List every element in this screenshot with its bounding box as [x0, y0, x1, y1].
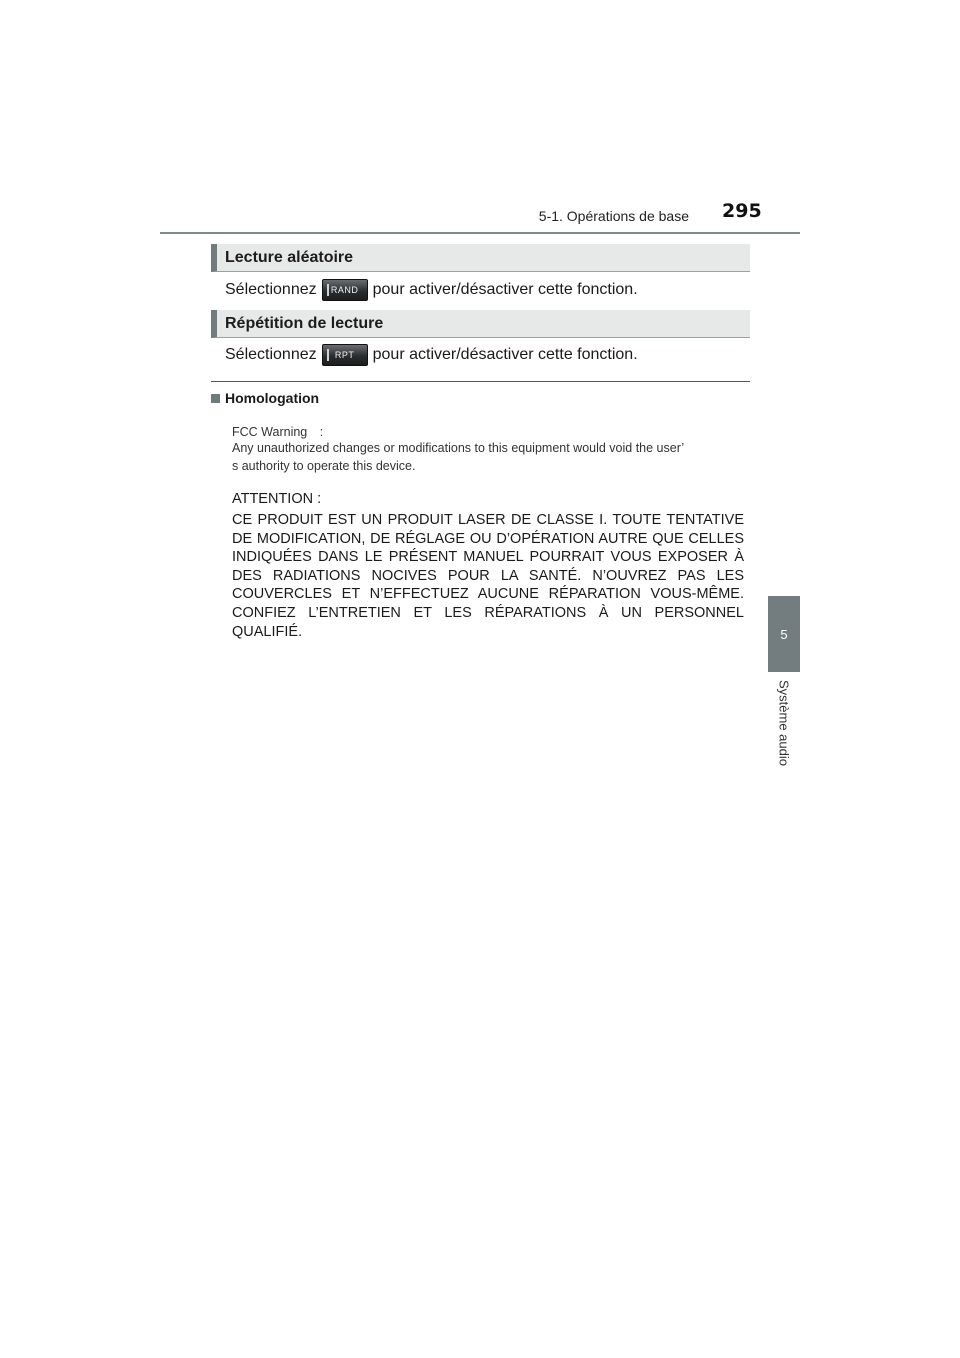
instruction-text-before: Sélectionnez	[225, 346, 317, 363]
rand-button-image	[322, 279, 368, 301]
header-rule	[160, 232, 800, 234]
rpt-button-image	[322, 344, 368, 366]
instruction-text-after: pour activer/désactiver cette fonction.	[372, 346, 638, 363]
instruction-random	[225, 278, 765, 302]
section-heading-random: Lecture aléatoire	[211, 244, 750, 272]
chapter-number: 5	[780, 626, 788, 642]
instruction-text-after: pour activer/désactiver cette fonction.	[372, 281, 638, 298]
attention-title: ATTENTION :	[232, 491, 322, 507]
homologation-heading	[211, 388, 319, 408]
square-bullet-icon	[211, 394, 220, 403]
section-divider	[211, 381, 750, 382]
chapter-tab	[768, 596, 800, 672]
instruction-text-before: Sélectionnez	[225, 281, 317, 298]
fcc-warning-line-2: s authority to operate this device.	[232, 459, 416, 473]
running-header-section: 5-1. Opérations de base	[538, 208, 689, 224]
fcc-warning-line-1: Any unauthorized changes or modifications to this equipment would void the user’	[232, 441, 685, 455]
rand-button-label: RAND	[330, 285, 359, 295]
chapter-label: Système audio	[776, 680, 792, 766]
attention-body: CE PRODUIT EST UN PRODUIT LASER DE CLASSE I. TOUTE TENTATIVE DE MODIFICATION, DE RÉGLAGE OU D’OPÉRATION AUTRE QUE CELLES INDIQUÉES DANS LE PRÉSENT MANUEL POURRAIT VOUS EXPOSER À DES RADIATIONS NOCIVES POUR LA SANTÉ. N’OUVREZ PAS LES COUVERCLES ET N’EFFECTUEZ AUCUNE RÉPARATION VOUS-MÊME. CONFIEZ L’ENTRETIEN ET LES RÉPARATIONS À UN PERSONNEL QUALIFIÉ.	[232, 512, 744, 640]
instruction-repeat	[225, 343, 765, 367]
fcc-warning-title: FCC Warning :	[232, 425, 324, 439]
rpt-button-label: RPT	[334, 350, 355, 360]
homologation-title: Homologation	[225, 390, 320, 406]
section-heading-repeat: Répétition de lecture	[211, 310, 750, 338]
page-number: 295	[722, 200, 762, 222]
